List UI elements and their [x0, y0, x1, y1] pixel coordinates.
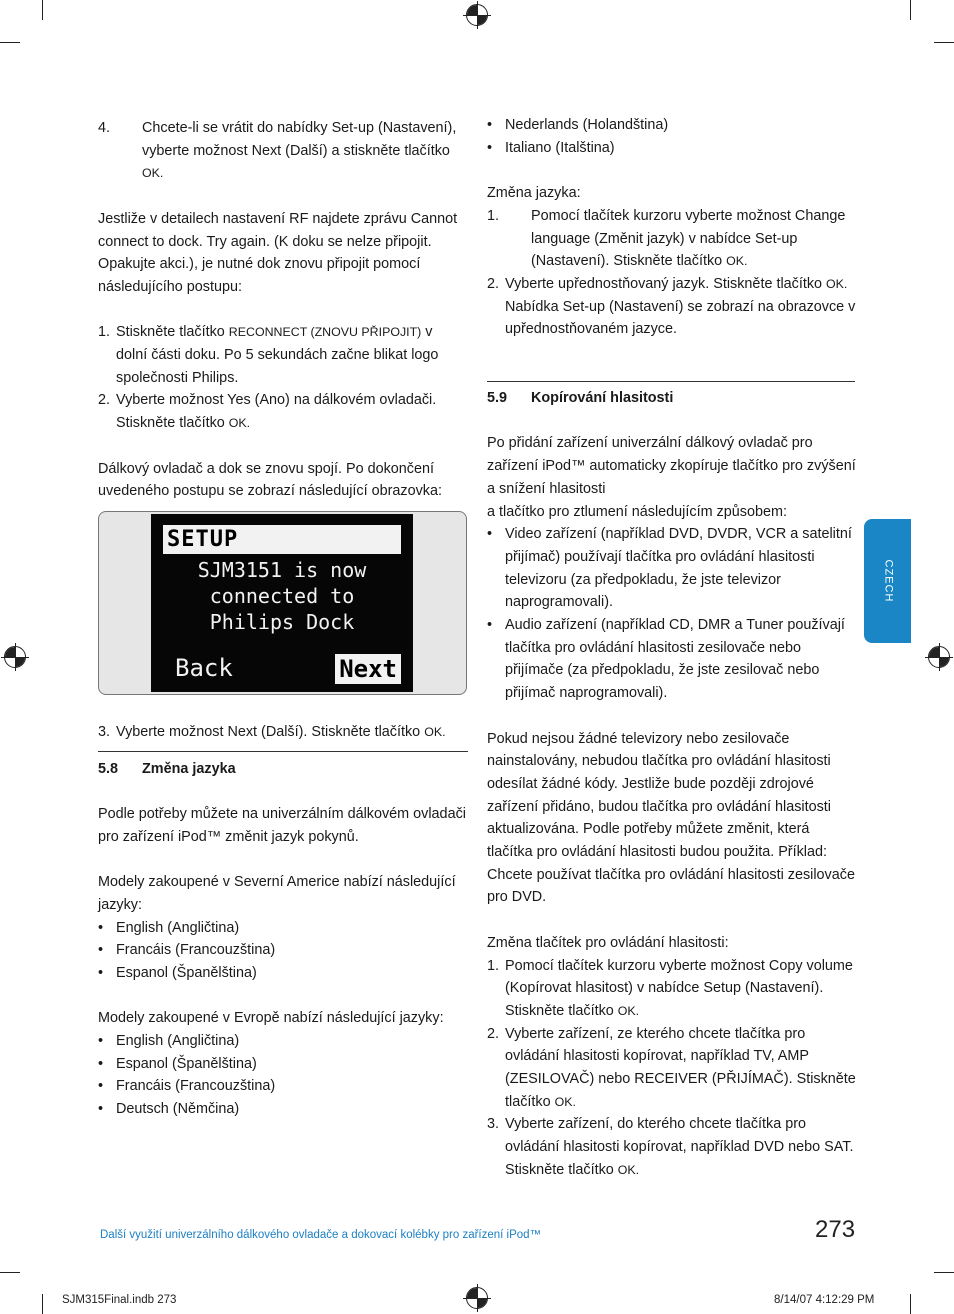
list-item: • Espanol (Španělština)	[98, 1055, 257, 1072]
registration-mark-icon	[466, 1287, 488, 1309]
section-title: Kopírování hlasitosti	[531, 390, 674, 407]
step-number: 2.	[487, 1025, 500, 1042]
volume-step	[487, 955, 857, 1023]
back-softkey: Back	[175, 653, 233, 682]
list-item: • English (Angličtina)	[98, 919, 240, 936]
step-text: Stiskněte tlačítko	[116, 324, 229, 341]
step-text: Nabídka Set-up (Nastavení) se zobrazí na obrazovce v upřednostňovaném jazyce.	[505, 298, 856, 338]
crop-mark	[0, 1272, 20, 1273]
step-4	[98, 117, 468, 185]
ok-key: OK.	[826, 276, 848, 291]
section-number: 5.9	[487, 390, 508, 407]
language-side-tab	[864, 519, 911, 643]
step-number: 3.	[487, 1116, 500, 1133]
paragraph-rf: Jestliže v detailech nastavení RF najdete zprávu Cannot connect to dock. Try again. (K doku se nelze připojit. Opakujte akci.), je nutné dok znovu připojit pomocí následujícího postupu:	[98, 210, 458, 295]
step-text: Pomocí tlačítek kurzoru vyberte možnost Copy volume (Kopírovat hlasitost) v nabídce Setup (Nastavení). Stiskněte tlačítko	[505, 957, 853, 1019]
crop-mark	[934, 1272, 954, 1273]
crop-mark	[910, 1294, 911, 1314]
ok-key: OK.	[142, 166, 164, 181]
footer-chapter-title: Další využití univerzálního dálkového ovladače a dokovací kolébky pro zařízení iPod™	[100, 1229, 542, 1241]
crop-mark	[42, 0, 43, 20]
step-text: Vyberte zařízení, ze kterého chcete tlačítka pro ovládání hlasitosti kopírovat, například TV, AMP (ZESILOVAČ) nebo RECEIVER (PŘIJÍMAČ). Stiskněte tlačítko	[505, 1025, 856, 1110]
step-text: Vyberte možnost Next (Další). Stiskněte tlačítko	[116, 723, 425, 740]
list-item: • Nederlands (Holandština)	[487, 117, 669, 133]
step-text: Vyberte možnost Yes (Ano) na dálkovém ovladači. Stiskněte tlačítko	[116, 392, 437, 432]
reconnect-key: RECONNECT (ZNOVU PŘIPOJIT)	[228, 325, 422, 340]
ok-key: OK.	[617, 1003, 640, 1018]
screen-title: SETUP	[163, 525, 401, 554]
ok-key: OK.	[554, 1094, 576, 1109]
step-number: 1.	[98, 324, 111, 341]
ok-key: OK.	[228, 416, 251, 431]
change-step	[487, 205, 857, 273]
list-item: • Espanol (Španělština)	[98, 964, 257, 981]
step-text: v dolní části doku. Po 5 sekundách začne blikat logo společnosti Philips.	[116, 324, 439, 386]
paragraph-europe: Modely zakoupené v Evropě nabízí následující jazyky:	[98, 1010, 444, 1027]
step-text: Vyberte zařízení, do kterého chcete tlačítka pro ovládání hlasitosti kopírovat, například DVD nebo SAT. Stiskněte tlačítko	[505, 1116, 854, 1178]
screen-message-line: SJM3151 is now	[197, 557, 367, 582]
crop-mark	[910, 0, 911, 20]
step-number: 1.	[487, 207, 500, 224]
crop-mark	[934, 42, 954, 43]
step-text: Chcete-li se vrátit do nabídky Set-up (Nastavení), vyberte možnost Next (Další) a stiskněte tlačítko	[142, 120, 457, 159]
paragraph-copy-volume: a tlačítko pro ztlumení následujícím způsobem:	[487, 503, 787, 520]
print-slug-file: SJM315Final.indb 273	[62, 1294, 177, 1306]
crop-mark	[0, 42, 20, 43]
paragraph-north-america: Modely zakoupené v Severní Americe nabízí následující jazyky:	[98, 874, 456, 913]
paragraph-reconnect: Dálkový ovladač a dok se znovu spojí. Po dokončení uvedeného postupu se zobrazí následující obrazovka:	[98, 460, 443, 500]
right-column	[487, 114, 857, 1182]
paragraph-copy-volume: Po přidání zařízení univerzální dálkový ovladač pro zařízení iPod™ automaticky zkopíruje tlačítko pro zvýšení a snížení hlasitosti	[487, 435, 856, 497]
volume-step	[487, 1113, 857, 1181]
step-number: 4.	[98, 120, 111, 136]
list-item: • English (Angličtina)	[98, 1033, 240, 1049]
registration-mark-icon	[4, 646, 26, 668]
registration-mark-icon	[466, 4, 488, 26]
list-item: • Deutsch (Němčina)	[98, 1101, 240, 1118]
step-number: 2.	[487, 275, 500, 292]
section-title: Změna jazyka	[142, 760, 236, 777]
step-number: 2.	[98, 392, 111, 409]
page-number: 273	[815, 1216, 856, 1243]
section-number: 5.8	[98, 760, 119, 777]
ok-key: OK.	[424, 724, 446, 739]
next-softkey: Next	[335, 654, 401, 684]
change-step	[487, 273, 857, 341]
reconnect-step	[98, 389, 468, 434]
ok-key: OK.	[726, 254, 748, 269]
paragraph-no-devices: Pokud nejsou žádné televizory nebo zesilovače nainstalovány, nebudou tlačítka pro ovládání hlasitosti odesílat žádné kódy. Jestliže bude později zdrojové zařízení přidáno, budou tlačítka pro ovládání hlasitosti aktualizována. Podle potřeby můžete změnit, která tlačítka pro ovládání hlasitosti budou použita. Příklad: Chcete používat tlačítka pro ovládání hlasitosti zesilovače pro DVD.	[487, 730, 855, 906]
section-heading	[98, 758, 468, 781]
list-item: • Video zařízení (například DVD, DVDR, VCR a satelitní přijímač) používají tlačítka pro ovládání hlasitosti televizoru (za předpokladu, že jste televizor naprogramovali).	[487, 526, 852, 611]
list-item: • Francáis (Francouzština)	[98, 1078, 276, 1095]
crop-mark	[42, 1294, 43, 1314]
ok-key: OK.	[617, 1162, 640, 1177]
list-item: • Italiano (Italština)	[487, 139, 615, 156]
step-3	[98, 721, 468, 744]
remote-lcd-screen	[151, 514, 413, 692]
remote-screen-figure	[98, 511, 467, 695]
registration-mark-icon	[928, 646, 950, 668]
step-number: 3.	[98, 723, 111, 740]
screen-message-line: Philips Dock	[209, 609, 355, 634]
language-tab-label: CZECH	[881, 559, 894, 603]
step-text: Pomocí tlačítek kurzoru vyberte možnost Change language (Změnit jazyk) v nabídce Set-up (Nastavení). Stiskněte tlačítko	[531, 207, 846, 270]
list-item: • Audio zařízení (například CD, DMR a Tuner používají tlačítka pro ovládání hlasitosti zesilovače nebo přijímače (za předpokladu, že jste zesilovač nebo přijímač naprogramovali).	[487, 617, 845, 702]
print-slug-date: 8/14/07 4:12:29 PM	[774, 1294, 875, 1306]
volume-step	[487, 1023, 857, 1114]
list-item: • Francáis (Francouzština)	[98, 942, 276, 959]
left-column	[98, 117, 468, 1121]
step-number: 1.	[487, 957, 500, 974]
volume-change-heading: Změna tlačítek pro ovládání hlasitosti:	[487, 934, 729, 951]
section-heading	[487, 387, 857, 410]
change-language-heading: Změna jazyka:	[487, 185, 581, 202]
screen-message-line: connected to	[209, 583, 355, 608]
reconnect-step	[98, 321, 468, 389]
step-text: Vyberte upřednostňovaný jazyk. Stiskněte tlačítko	[505, 275, 827, 292]
paragraph-language: Podle potřeby můžete na univerzálním dálkovém ovladači pro zařízení iPod™ změnit jazyk pokynů.	[98, 806, 466, 845]
